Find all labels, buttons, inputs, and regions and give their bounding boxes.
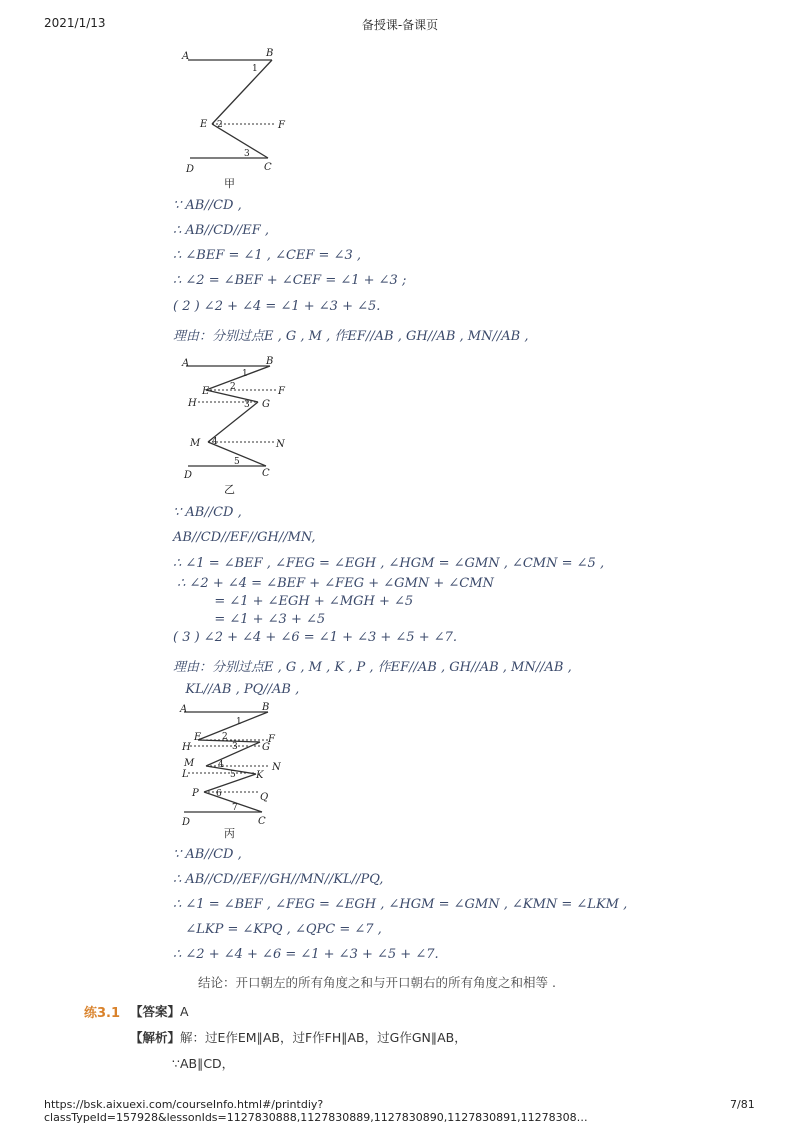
- answer-tag: 【答案】: [130, 1004, 181, 1019]
- svg-text:D: D: [186, 164, 195, 175]
- svg-text:E: E: [200, 119, 208, 130]
- svg-text:3: 3: [244, 149, 250, 159]
- proof-line: ∴ AB//CD//EF//GH//MN//KL//PQ,: [173, 872, 384, 887]
- svg-text:N: N: [272, 762, 281, 773]
- svg-text:E: E: [194, 732, 202, 743]
- svg-text:F: F: [278, 120, 285, 131]
- svg-text:B: B: [262, 702, 270, 713]
- svg-text:1: 1: [252, 64, 258, 74]
- svg-text:6: 6: [216, 789, 222, 799]
- svg-text:D: D: [184, 470, 193, 481]
- figure-yi: [180, 352, 300, 500]
- exercise-row: [84, 1002, 120, 1021]
- proof-line: ∵ AB//CD ,: [173, 847, 242, 862]
- page-title: 备授课-备课页: [361, 18, 439, 32]
- svg-text:2: 2: [230, 382, 236, 392]
- proof-line: = ∠1 + ∠EGH + ∠MGH + ∠5: [173, 594, 414, 609]
- svg-text:P: P: [192, 788, 199, 799]
- proof-line: ∴ ∠1 = ∠BEF , ∠FEG = ∠EGH , ∠HGM = ∠GMN , ∠KMN = ∠LKM ,: [173, 897, 628, 912]
- svg-text:1: 1: [236, 717, 242, 727]
- analysis-since: ∵AB∥CD，: [172, 1056, 235, 1071]
- svg-text:Q: Q: [260, 792, 269, 803]
- proof-line: ∴ ∠2 + ∠4 = ∠BEF + ∠FEG + ∠GMN + ∠CMN: [173, 576, 494, 591]
- svg-text:E: E: [202, 386, 210, 397]
- analysis-row: [130, 1028, 467, 1046]
- svg-text:H: H: [188, 398, 197, 409]
- svg-text:B: B: [266, 48, 274, 59]
- proof-line: ∴ ∠2 = ∠BEF + ∠CEF = ∠1 + ∠3 ;: [173, 273, 407, 288]
- analysis-text: 解：过E作EM∥AB，过F作FH∥AB，过G作GN∥AB，: [180, 1030, 467, 1045]
- svg-text:5: 5: [230, 770, 236, 780]
- proof-line: KL//AB , PQ//AB ,: [173, 682, 300, 697]
- svg-text:C: C: [262, 468, 270, 479]
- proof-line: ∵ AB//CD ,: [173, 505, 242, 520]
- svg-text:1: 1: [242, 369, 248, 379]
- figure-bing: [176, 700, 300, 844]
- svg-text:M: M: [190, 438, 201, 449]
- svg-text:K: K: [256, 770, 264, 781]
- svg-text:F: F: [278, 386, 285, 397]
- svg-text:F: F: [268, 734, 275, 745]
- svg-text:B: B: [266, 356, 274, 367]
- analysis-tag: 【解析】: [130, 1030, 181, 1045]
- proof-line: ∠LKP = ∠KPQ , ∠QPC = ∠7 ,: [173, 922, 382, 937]
- footer-url: https://bsk.aixuexi.com/courseInfo.html#/printdiy?classTypeId=157928&lessonIds=1127830888,1127830889,1127830890,1127830891,11278308…: [44, 1098, 588, 1124]
- answer-row: [130, 1002, 189, 1020]
- figure-caption: 丙: [224, 827, 235, 840]
- proof-line: ( 2 ) ∠2 + ∠4 = ∠1 + ∠3 + ∠5.: [173, 299, 381, 314]
- svg-text:N: N: [276, 439, 285, 450]
- page-number: 7/81: [730, 1098, 755, 1111]
- svg-text:2: 2: [217, 120, 223, 130]
- proof-line: 理由：分别过点E , G , M , 作EF//AB , GH//AB , MN//AB ,: [173, 329, 529, 344]
- svg-text:7: 7: [232, 803, 238, 813]
- print-date: 2021/1/13: [44, 16, 106, 30]
- proof-line: ∴ ∠BEF = ∠1 , ∠CEF = ∠3 ,: [173, 248, 362, 263]
- svg-text:C: C: [258, 816, 266, 827]
- svg-text:C: C: [264, 162, 272, 173]
- exercise-number: 练3.1: [84, 1006, 121, 1021]
- svg-text:5: 5: [234, 457, 240, 467]
- answer-value: A: [180, 1004, 189, 1019]
- svg-text:M: M: [184, 758, 195, 769]
- svg-text:2: 2: [222, 732, 228, 742]
- proof-line: ∴ ∠2 + ∠4 + ∠6 = ∠1 + ∠3 + ∠5 + ∠7.: [173, 947, 439, 962]
- figure-jia: [180, 46, 300, 194]
- svg-text:G: G: [262, 742, 270, 753]
- proof-line: AB//CD//EF//GH//MN,: [173, 530, 316, 545]
- proof-line: = ∠1 + ∠3 + ∠5: [173, 612, 326, 627]
- proof-line: ∵ AB//CD ,: [173, 198, 242, 213]
- svg-text:4: 4: [212, 437, 218, 447]
- svg-text:L: L: [182, 769, 189, 780]
- proof-line: 理由：分别过点E , G , M , K , P , 作EF//AB , GH//AB , MN//AB ,: [173, 660, 572, 675]
- svg-text:G: G: [262, 399, 270, 410]
- figure-caption: 乙: [224, 483, 235, 496]
- svg-text:A: A: [180, 704, 188, 715]
- svg-text:4: 4: [218, 760, 224, 770]
- proof-line: ∴ AB//CD//EF ,: [173, 223, 270, 238]
- proof-line: ∴ ∠1 = ∠BEF , ∠FEG = ∠EGH , ∠HGM = ∠GMN , ∠CMN = ∠5 ,: [173, 556, 605, 571]
- svg-text:A: A: [182, 51, 190, 62]
- conclusion-text: 结论：开口朝左的所有角度之和与开口朝右的所有角度之和相等 .: [198, 975, 556, 990]
- proof-line: ( 3 ) ∠2 + ∠4 + ∠6 = ∠1 + ∠3 + ∠5 + ∠7.: [173, 630, 458, 645]
- svg-text:3: 3: [244, 400, 250, 410]
- svg-text:A: A: [182, 358, 190, 369]
- svg-text:D: D: [182, 817, 191, 828]
- figure-caption: 甲: [224, 177, 235, 190]
- svg-text:H: H: [182, 742, 191, 753]
- svg-text:3: 3: [232, 742, 238, 752]
